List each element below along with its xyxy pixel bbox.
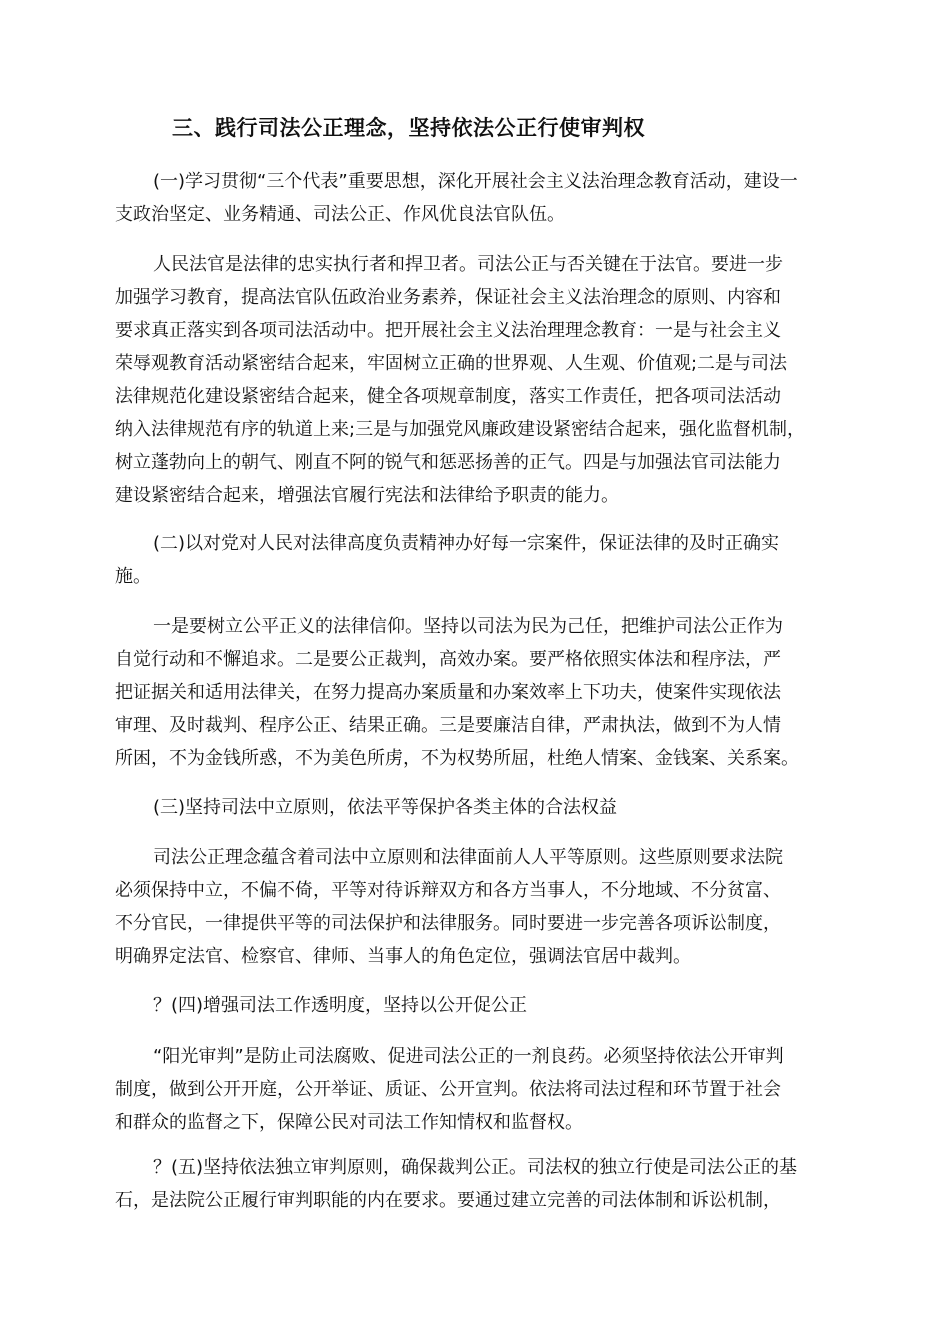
paragraph-line: (三)坚持司法中立原则，依法平等保护各类主体的合法权益: [153, 797, 618, 818]
paragraph: [115, 527, 779, 593]
paragraph-line: 施。: [115, 566, 151, 587]
paragraph-line: 加强学习教育，提高法官队伍政治业务素养，保证社会主义法治理念的原则、内容和: [115, 287, 781, 308]
paragraph-line: 树立蓬勃向上的朝气、刚直不阿的锐气和惩恶扬善的正气。四是与加强法官司法能力: [115, 452, 781, 473]
paragraph-line: 明确界定法官、检察官、律师、当事人的角色定位，强调法官居中裁判。: [115, 946, 691, 967]
paragraph-line: 建设紧密结合起来，增强法官履行宪法和法律给予职责的能力。: [115, 485, 619, 506]
paragraph: [115, 989, 527, 1022]
paragraph-line: 制度，做到公开开庭，公开举证、质证、公开宣判。依法将司法过程和环节置于社会: [115, 1079, 781, 1100]
paragraph-line: 一是要树立公平正义的法律信仰。坚持以司法为民为己任，把维护司法公正作为: [153, 616, 783, 637]
paragraph-line: 把证据关和适用法律关，在努力提高办案质量和办案效率上下功夫，使案件实现依法: [115, 682, 781, 703]
paragraph-line: 和群众的监督之下，保障公民对司法工作知情权和监督权。: [115, 1112, 583, 1133]
paragraph-line: 要求真正落实到各项司法活动中。把开展社会主义法治理理念教育：一是与社会主义: [115, 320, 781, 341]
paragraph-line: 审理、及时裁判、程序公正、结果正确。三是要廉洁自律，严肃执法，做到不为人情: [115, 715, 781, 736]
paragraph-line: 司法公正理念蕴含着司法中立原则和法律面前人人平等原则。这些原则要求法院: [153, 847, 783, 868]
paragraph-line: 不分官民，一律提供平等的司法保护和法律服务。同时要进一步完善各项诉讼制度，: [115, 913, 781, 934]
paragraph: [115, 841, 783, 973]
paragraph: [115, 610, 799, 775]
paragraph-line: 法律规范化建设紧密结合起来，健全各项规章制度，落实工作责任，把各项司法活动: [115, 386, 781, 407]
paragraph: [115, 791, 617, 824]
paragraph-line: 自觉行动和不懈追求。二是要公正裁判，高效办案。要严格依照实体法和程序法，严: [115, 649, 781, 670]
paragraph-line: 支政治坚定、业务精通、司法公正、作风优良法官队伍。: [115, 204, 565, 225]
paragraph: [115, 1151, 797, 1217]
paragraph: [115, 165, 798, 231]
section-heading: 三、践行司法公正理念，坚持依法公正行使审判权: [172, 116, 645, 140]
paragraph-line: 荣辱观教育活动紧密结合起来，牢固树立正确的世界观、人生观、价值观;二是与司法: [115, 353, 788, 374]
paragraph: [115, 1040, 784, 1139]
paragraph-line: 人民法官是法律的忠实执行者和捍卫者。司法公正与否关键在于法官。要进一步: [153, 254, 783, 275]
paragraph-line: ？(五)坚持依法独立审判原则，确保裁判公正。司法权的独立行使是司法公正的基: [153, 1157, 798, 1178]
paragraph-line: “阳光审判”是防止司法腐败、促进司法公正的一剂良药。必须坚持依法公开审判: [153, 1046, 784, 1067]
paragraph-line: 纳入法律规范有序的轨道上来;三是与加强党风廉政建设紧密结合起来，强化监督机制，: [115, 419, 806, 440]
paragraph-line: (一)学习贯彻“三个代表”重要思想，深化开展社会主义法治理念教育活动，建设一: [153, 171, 798, 192]
paragraph-line: ？(四)增强司法工作透明度，坚持以公开促公正: [153, 995, 528, 1016]
paragraph-line: (二)以对党对人民对法律高度负责精神办好每一宗案件，保证法律的及时正确实: [153, 533, 780, 554]
paragraph-line: 必须保持中立，不偏不倚，平等对待诉辩双方和各方当事人，不分地域、不分贫富、: [115, 880, 781, 901]
paragraph-line: 所困，不为金钱所惑，不为美色所虏，不为权势所屈，杜绝人情案、金钱案、关系案。: [115, 748, 799, 769]
paragraph-line: 石，是法院公正履行审判职能的内在要求。要通过建立完善的司法体制和诉讼机制，: [115, 1190, 781, 1211]
paragraph: [115, 248, 805, 512]
